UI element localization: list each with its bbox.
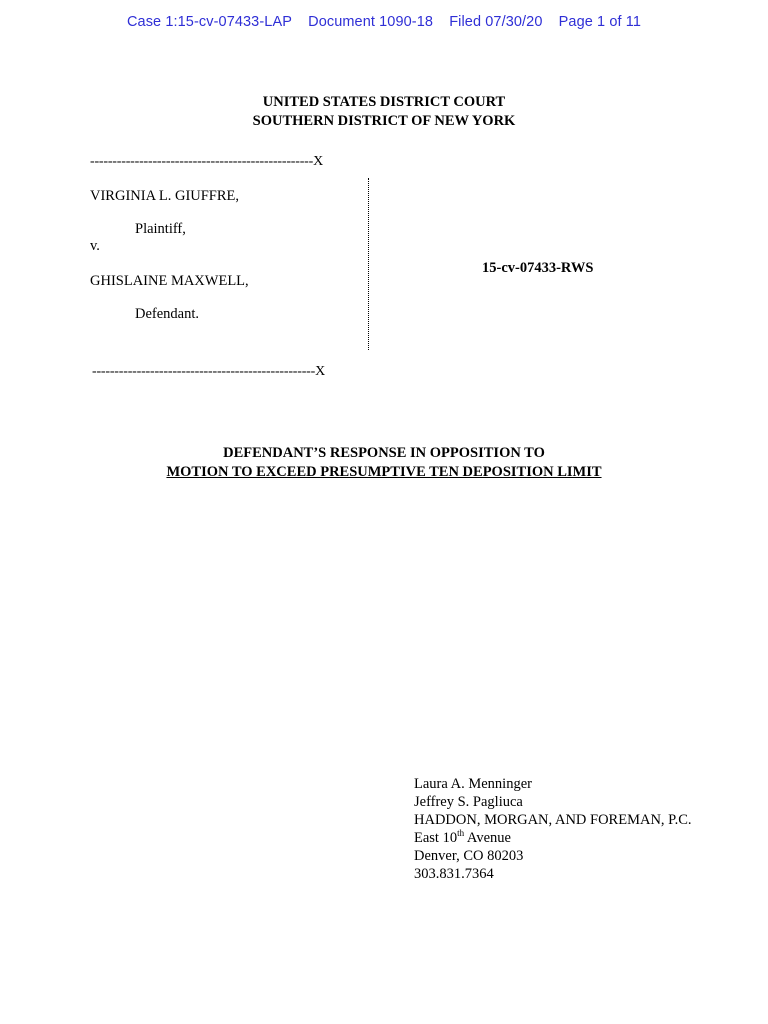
caption-divider [368, 178, 369, 350]
street-suffix: Avenue [464, 830, 511, 846]
phone-number: 303.831.7364 [414, 866, 494, 882]
ecf-header-stamp [0, 14, 768, 30]
street-address [414, 829, 692, 847]
case-number: 15-cv-07433-RWS [482, 260, 594, 276]
document-title [0, 444, 768, 482]
city-state-zip: Denver, CO 80203 [414, 848, 524, 864]
law-firm-name: HADDON, MORGAN, AND FOREMAN, P.C. [414, 812, 692, 828]
page-count-stamp: Page 1 of 11 [558, 14, 642, 30]
court-name: UNITED STATES DISTRICT COURT [262, 94, 506, 110]
defendant-name: GHISLAINE MAXWELL, [90, 273, 249, 289]
document-title-line1: DEFENDANT’S RESPONSE IN OPPOSITION TO [223, 445, 545, 461]
court-district: SOUTHERN DISTRICT OF NEW YORK [252, 113, 516, 129]
attorney-name: Jeffrey S. Pagliuca [414, 794, 523, 810]
plaintiff-name: VIRGINIA L. GIUFFRE, [90, 188, 240, 204]
attorney-name: Laura A. Menninger [414, 776, 532, 792]
filed-date-stamp: Filed 07/30/20 [449, 14, 543, 30]
caption-rule-bottom: --------------------------------------------------X [92, 364, 326, 379]
document-number-stamp: Document 1090-18 [308, 14, 434, 30]
counsel-block [414, 775, 692, 883]
street-prefix: East 10 [414, 830, 458, 846]
versus-label: v. [90, 238, 100, 254]
court-heading [0, 93, 768, 131]
case-number-stamp: Case 1:15-cv-07433-LAP [126, 14, 292, 30]
caption-rule-top: --------------------------------------------------X [90, 154, 324, 169]
defendant-role: Defendant. [135, 306, 200, 322]
street-ordinal: th [457, 828, 465, 838]
document-title-line2: MOTION TO EXCEED PRESUMPTIVE TEN DEPOSITION LIMIT [166, 464, 602, 480]
plaintiff-role: Plaintiff, [135, 221, 186, 237]
